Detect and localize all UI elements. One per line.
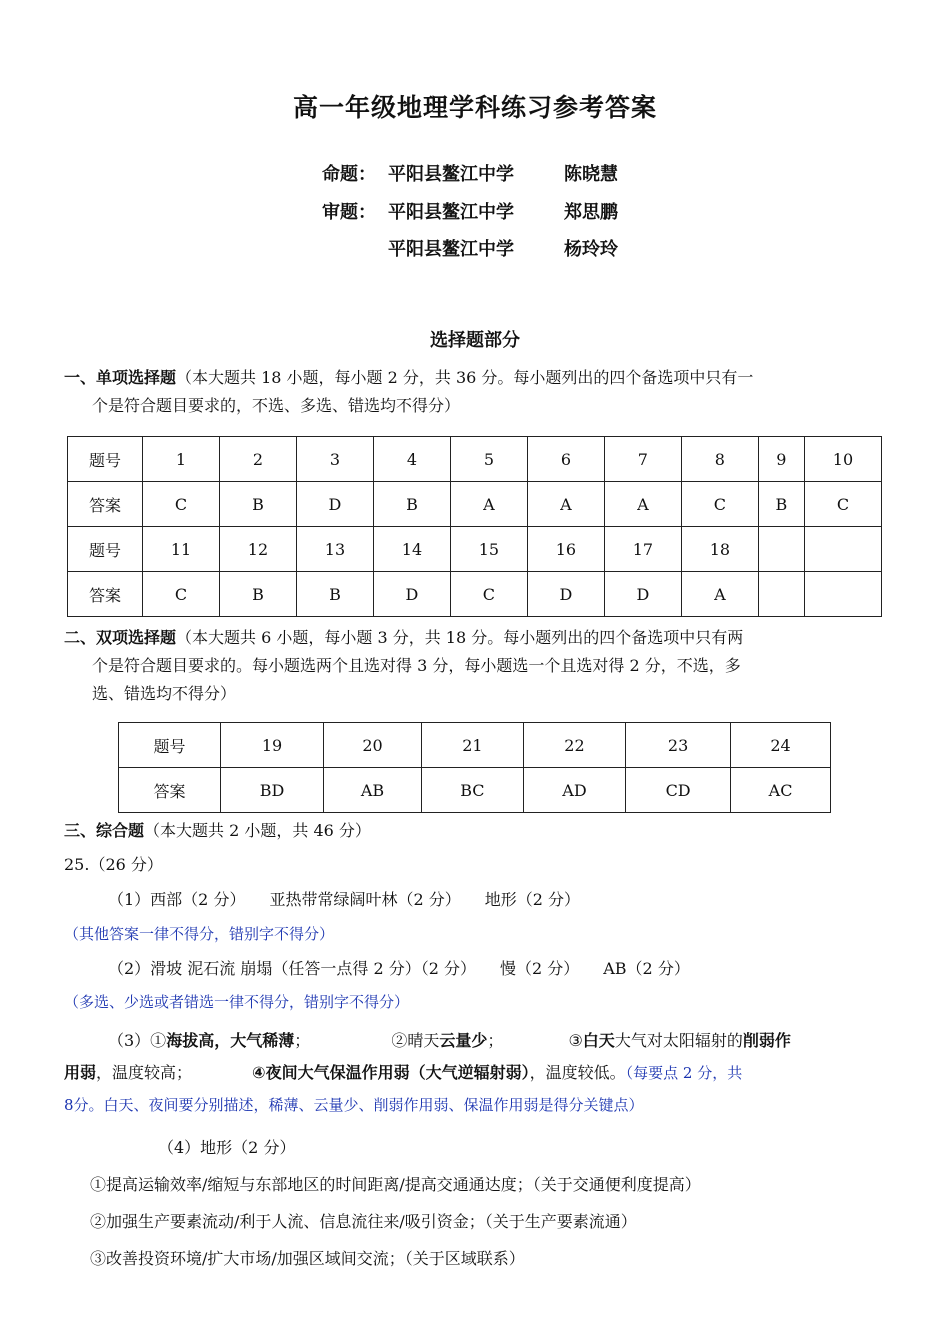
answer-cell: C (450, 572, 527, 617)
row-label: 题号 (68, 437, 143, 482)
q25-answer-4-item: ②加强生产要素流动/利于人流、信息流往来/吸引资金；（关于生产要素流通） (90, 1212, 637, 1231)
question-number-cell: 2 (219, 437, 296, 482)
row-label: 答案 (68, 482, 143, 527)
question-number-cell: 24 (731, 723, 831, 768)
question-number-cell (804, 527, 881, 572)
double-choice-table (118, 722, 831, 813)
answer-cell: B (219, 572, 296, 617)
q25-answer-4-item: ①提高运输效率/缩短与东部地区的时间距离/提高交通通达度；（关于交通便利度提高） (90, 1175, 701, 1194)
answer-cell: A (681, 572, 758, 617)
q25-answer-4: （4）地形（2 分） (158, 1138, 296, 1157)
question-number-cell: 17 (604, 527, 681, 572)
answer-cell: C (143, 482, 220, 527)
answer-cell: AB (324, 768, 422, 813)
answer-cell: D (296, 482, 373, 527)
answer-cell: D (527, 572, 604, 617)
answer-cell: BD (221, 768, 324, 813)
answer-cell: B (296, 572, 373, 617)
part2-desc-line2: 个是符合题目要求的。每小题选两个且选对得 3 分，每小题选一个且选对得 2 分，不选，多 (92, 656, 741, 675)
answer-cell: D (373, 572, 450, 617)
question-number-cell: 21 (421, 723, 523, 768)
page-title: 高一年级地理学科练习参考答案 (292, 93, 657, 122)
question-number-cell: 23 (626, 723, 731, 768)
question-number-cell: 9 (758, 437, 804, 482)
part3-desc: 三、综合题（本大题共 2 小题，共 46 分） (64, 821, 371, 840)
proposer-label: 命题： (322, 164, 376, 185)
question-number-cell: 6 (527, 437, 604, 482)
part1-heading: 一、单项选择题 (64, 368, 177, 387)
answer-cell: C (143, 572, 220, 617)
answer-cell: B (758, 482, 804, 527)
question-number-row (68, 527, 882, 572)
q25-header: 25.（26 分） (64, 855, 163, 874)
answer-cell: A (527, 482, 604, 527)
q25-note-3: 8分。白天、夜间要分别描述，稀薄、云量少、削弱作用弱、保温作用弱是得分关键点） (64, 1096, 644, 1114)
part1-desc-line1: 一、单项选择题（本大题共 18 小题，每小题 2 分，共 36 分。每小题列出的四个备选项中只有一 (64, 368, 754, 387)
question-number-row (68, 437, 882, 482)
single-choice-table (67, 436, 882, 617)
answer-cell: C (681, 482, 758, 527)
answer-cell: C (804, 482, 881, 527)
q25-answer-3-line2: 用弱，温度较高； ④夜间大气保温作用弱（大气逆辐射弱），温度较低。（每要点 2 分，共 (64, 1063, 743, 1082)
question-number-cell: 13 (296, 527, 373, 572)
answer-cell: B (219, 482, 296, 527)
reviewer-label: 审题： (322, 202, 376, 223)
question-number-cell (758, 527, 804, 572)
row-label: 答案 (119, 768, 221, 813)
row-label: 题号 (119, 723, 221, 768)
answer-cell: BC (421, 768, 523, 813)
question-number-cell: 19 (221, 723, 324, 768)
question-number-cell: 22 (523, 723, 625, 768)
q25-note-1: （其他答案一律不得分，错别字不得分） (64, 925, 335, 943)
q25-answer-1: （1）西部（2 分） 亚热带常绿阔叶林（2 分） 地形（2 分） (108, 890, 580, 909)
answer-row (68, 482, 882, 527)
question-number-cell: 18 (681, 527, 758, 572)
answer-cell: AC (731, 768, 831, 813)
question-number-cell: 7 (604, 437, 681, 482)
question-number-cell: 15 (450, 527, 527, 572)
q25-answer-2: （2）滑坡 泥石流 崩塌（任答一点得 2 分）（2 分） 慢（2 分） AB（2 分） (108, 959, 690, 978)
q25-answer-3-line1: （3）①海拔高，大气稀薄； ②晴天云量少； ③白天大气对太阳辐射的削弱作 (108, 1031, 791, 1050)
part1-desc-line2: 个是符合题目要求的，不选、多选、错选均不得分） (92, 396, 461, 415)
answer-cell: A (604, 482, 681, 527)
row-label: 题号 (68, 527, 143, 572)
section-title: 选择题部分 (430, 330, 520, 351)
question-number-cell: 8 (681, 437, 758, 482)
question-number-cell: 20 (324, 723, 422, 768)
part2-desc-line3: 选、错选均不得分） (92, 684, 237, 703)
question-number-cell: 4 (373, 437, 450, 482)
question-number-cell: 5 (450, 437, 527, 482)
row-label: 答案 (68, 572, 143, 617)
proposer-school: 平阳县鳌江中学 (388, 164, 514, 185)
answer-cell: B (373, 482, 450, 527)
answer-cell: CD (626, 768, 731, 813)
answer-row (119, 768, 831, 813)
q25-note-2: （多选、少选或者错选一律不得分，错别字不得分） (64, 993, 410, 1011)
answer-cell (804, 572, 881, 617)
reviewer2-school: 平阳县鳌江中学 (388, 239, 514, 260)
question-number-cell: 16 (527, 527, 604, 572)
answer-cell (758, 572, 804, 617)
question-number-row (119, 723, 831, 768)
q25-answer-4-item: ③改善投资环境/扩大市场/加强区域间交流；（关于区域联系） (90, 1249, 525, 1268)
part3-heading: 三、综合题 (64, 821, 145, 840)
answer-cell: A (450, 482, 527, 527)
answer-cell: AD (523, 768, 625, 813)
reviewer1-name: 郑思鹏 (564, 202, 618, 223)
part2-desc-line1: 二、双项选择题（本大题共 6 小题，每小题 3 分，共 18 分。每小题列出的四个备选项中只有两 (64, 628, 744, 647)
question-number-cell: 12 (219, 527, 296, 572)
question-number-cell: 1 (143, 437, 220, 482)
question-number-cell: 11 (143, 527, 220, 572)
answer-row (68, 572, 882, 617)
reviewer2-name: 杨玲玲 (564, 239, 618, 260)
question-number-cell: 14 (373, 527, 450, 572)
question-number-cell: 10 (804, 437, 881, 482)
question-number-cell: 3 (296, 437, 373, 482)
reviewer1-school: 平阳县鳌江中学 (388, 202, 514, 223)
part2-heading: 二、双项选择题 (64, 628, 177, 647)
answer-cell: D (604, 572, 681, 617)
proposer-name: 陈晓慧 (564, 164, 618, 185)
